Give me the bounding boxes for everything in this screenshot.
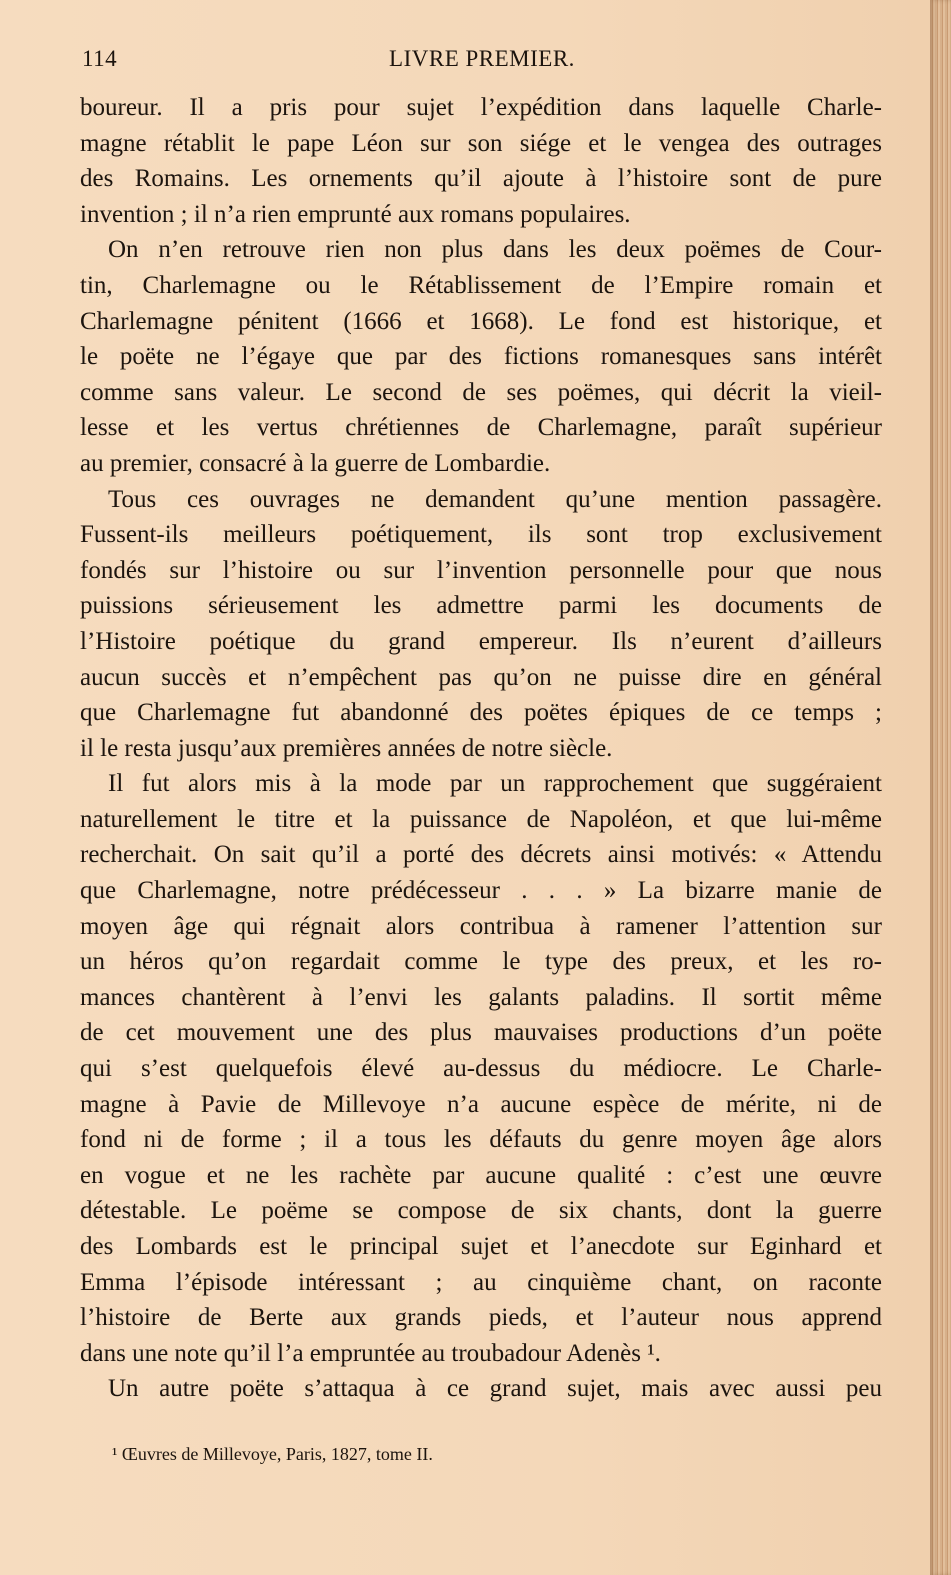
- text-line: des Lombards est le principal sujet et l’anecdote sur Eginhard et: [80, 1233, 882, 1260]
- text-line: comme sans valeur. Le second de ses poëmes, qui décrit la vieil-: [80, 378, 882, 406]
- text-line: l’Histoire poétique du grand empereur. Ils n’eurent d’ailleurs: [80, 627, 882, 655]
- text-line: il le resta jusqu’aux premières années de notre siècle.: [80, 734, 613, 762]
- text-line: Emma l’épisode intéressant ; au cinquième chant, on raconte: [80, 1268, 882, 1296]
- text-line: en vogue et ne les rachète par aucune qualité : c’est une œuvre: [80, 1161, 882, 1189]
- text-line: des Romains. Les ornements qu’il ajoute à l’histoire sont de pure: [80, 165, 882, 193]
- text-line: que Charlemagne fut abandonné des poëtes épiques de ce temps ;: [80, 699, 882, 727]
- text-line: On n’en retrouve rien non plus dans les deux poëmes de Cour-: [108, 236, 882, 264]
- text-line: magne à Pavie de Millevoye n’a aucune espèce de mérite, ni de: [80, 1090, 882, 1118]
- text-line: boureur. Il a pris pour sujet l’expédition dans laquelle Charle-: [80, 94, 882, 121]
- text-line: fondés sur l’histoire ou sur l’invention personnelle pour que nous: [80, 556, 882, 584]
- page-number: 114: [82, 46, 118, 71]
- text-line: que Charlemagne, notre prédécesseur . . . » La bizarre manie de: [80, 877, 882, 905]
- text-line: naturellement le titre et la puissance de Napoléon, et que lui-même: [80, 805, 882, 833]
- text-line: mances chantèrent à l’envi les galants paladins. Il sortit même: [80, 983, 882, 1011]
- text-line: recherchait. On sait qu’il a porté des décrets ainsi motivés: « Attendu: [80, 841, 882, 869]
- text-line: Tous ces ouvrages ne demandent qu’une mention passagère.: [108, 485, 882, 513]
- text-line: le poëte ne l’égaye que par des fictions romanesques sans intérêt: [80, 343, 882, 371]
- running-title: LIVRE PREMIER.: [389, 46, 575, 71]
- text-line: moyen âge qui régnait alors contribua à ramener l’attention sur: [80, 912, 882, 940]
- text-line: magne rétablit le pape Léon sur son siége et le vengea des outrages: [80, 129, 882, 157]
- text-line: un héros qu’on regardait comme le type des preux, et les ro-: [80, 948, 882, 976]
- text-line: fond ni de forme ; il a tous les défauts du genre moyen âge alors: [80, 1126, 882, 1154]
- text-line: l’histoire de Berte aux grands pieds, et l’auteur nous apprend: [80, 1304, 882, 1332]
- text-line: lesse et les vertus chrétiennes de Charlemagne, paraît supérieur: [80, 414, 882, 442]
- text-line: au premier, consacré à la guerre de Lombardie.: [80, 449, 551, 477]
- text-line: de cet mouvement une des plus mauvaises productions d’un poëte: [80, 1019, 882, 1047]
- footnote: ¹ Œuvres de Millevoye, Paris, 1827, tome II.: [112, 1444, 433, 1464]
- text-line: dans une note qu’il l’a empruntée au troubadour Adenès ¹.: [80, 1339, 661, 1367]
- text-line: détestable. Le poëme se compose de six chants, dont la guerre: [80, 1197, 882, 1225]
- running-header: [82, 46, 882, 76]
- body-text: [80, 90, 882, 1407]
- text-line: invention ; il n’a rien emprunté aux romans populaires.: [80, 200, 631, 228]
- text-line: aucun succès et n’empêchent pas qu’on ne puisse dire en général: [80, 663, 882, 691]
- page-edge: [930, 0, 951, 1575]
- text-line: Charlemagne pénitent (1666 et 1668). Le fond est historique, et: [80, 307, 882, 335]
- text-line: tin, Charlemagne ou le Rétablissement de l’Empire romain et: [80, 271, 882, 299]
- text-line: Fussent-ils meilleurs poétiquement, ils sont trop exclusivement: [80, 521, 882, 549]
- text-line: Un autre poëte s’attaqua à ce grand sujet, mais avec aussi peu: [108, 1375, 882, 1403]
- text-line: qui s’est quelquefois élevé au-dessus du médiocre. Le Charle-: [80, 1055, 882, 1083]
- text-line: Il fut alors mis à la mode par un rapprochement que suggéraient: [108, 770, 882, 798]
- text-line: puissions sérieusement les admettre parmi les documents de: [80, 592, 882, 620]
